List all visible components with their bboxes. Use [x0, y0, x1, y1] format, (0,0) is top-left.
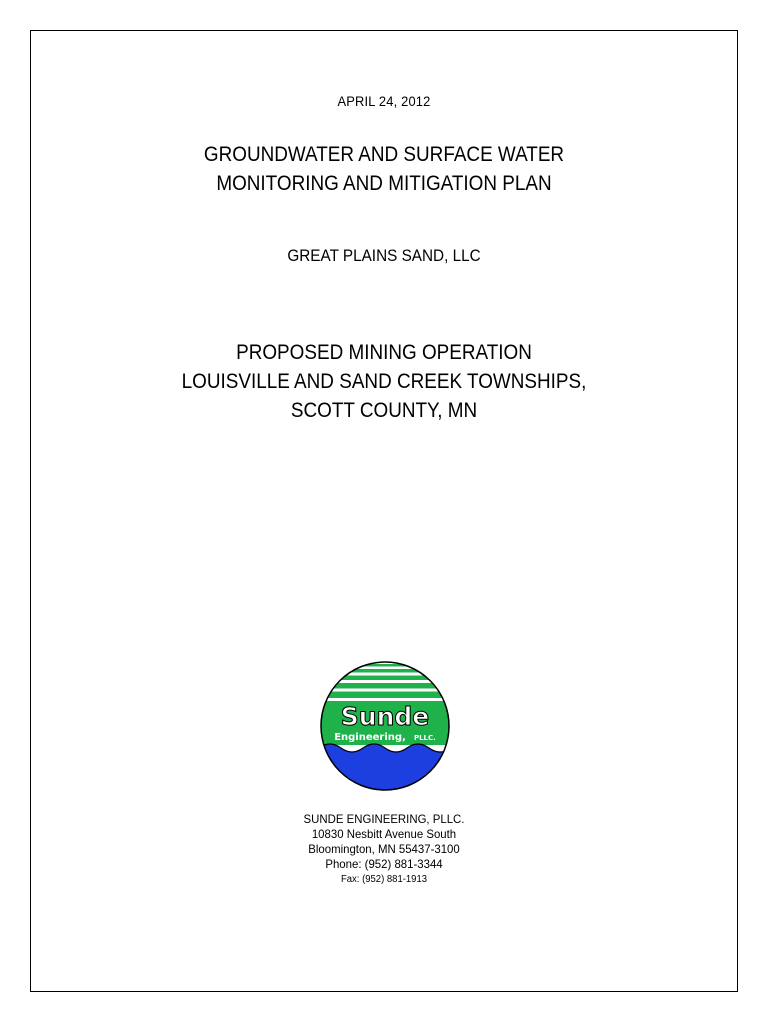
report-date: APRIL 24, 2012 — [337, 93, 431, 109]
fax-number: Fax: (952) 881-1913 — [340, 874, 428, 885]
logo-stripe — [319, 676, 451, 681]
project-line-1: PROPOSED MINING OPERATION — [236, 341, 532, 364]
street-address: 10830 Nesbitt Avenue South — [311, 827, 457, 841]
company-name: SUNDE ENGINEERING, PLLC. — [303, 812, 465, 826]
contact-block — [48, 812, 721, 887]
project-description — [65, 338, 702, 425]
logo-stripe — [319, 664, 451, 667]
report-title-line-2: MONITORING AND MITIGATION PLAN — [216, 172, 552, 195]
project-line-2: LOUISVILLE AND SAND CREEK TOWNSHIPS, — [181, 370, 587, 393]
logo-stripe — [319, 669, 451, 673]
logo-name-text: Sunde — [340, 702, 430, 731]
sunde-engineering-logo — [319, 660, 451, 792]
logo-subtitle: Engineering, — [334, 732, 406, 743]
client-name: GREAT PLAINS SAND, LLC — [287, 246, 481, 265]
project-line-3: SCOTT COUNTY, MN — [290, 399, 478, 422]
logo-suffix: PLLC. — [413, 734, 436, 742]
logo-water — [319, 744, 451, 792]
logo-stripe — [319, 692, 451, 699]
report-title-line-1: GROUNDWATER AND SURFACE WATER — [203, 143, 565, 166]
phone-number: Phone: (952) 881-3344 — [325, 857, 443, 871]
city-state-zip: Bloomington, MN 55437-3100 — [308, 842, 460, 856]
logo-stripe — [319, 683, 451, 689]
report-title — [65, 140, 702, 198]
